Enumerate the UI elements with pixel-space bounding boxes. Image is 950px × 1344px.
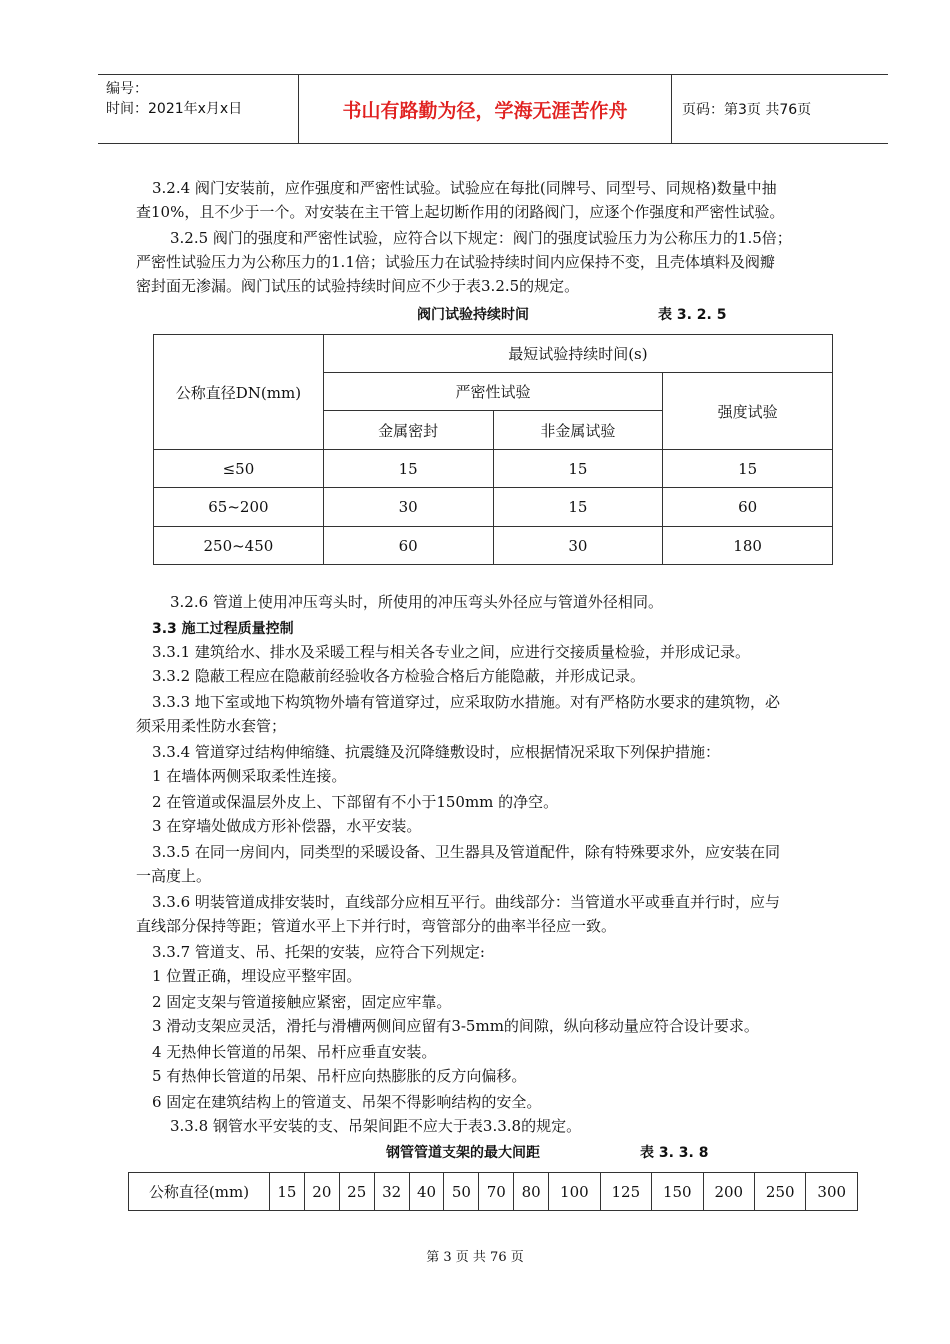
header-cell: 非金属试验 — [493, 411, 663, 450]
header-cell: 金属密封 — [323, 411, 493, 450]
table-cell: 40 — [409, 1173, 444, 1211]
pipe-support-spacing-table — [128, 1172, 858, 1211]
paragraph: 3.3.6 明装管道成排安装时，直线部分应相互平行。曲线部分：当管道水平或垂直并行时，应与 — [152, 893, 780, 911]
table-cell: 60 — [323, 527, 493, 565]
paragraph: 3.3.1 建筑给水、排水及采暖工程与相关各专业之间，应进行交接质量检验，并形成记录。 — [152, 643, 750, 661]
header-divider — [671, 75, 672, 143]
list-item: 4 无热伸长管道的吊架、吊杆应垂直安装。 — [152, 1043, 437, 1061]
table-cell: 50 — [444, 1173, 479, 1211]
header-meta — [106, 79, 296, 119]
list-item: 2 固定支架与管道接触应紧密，固定应牢靠。 — [152, 993, 452, 1011]
paragraph: 密封面无渗漏。阀门试压的试验持续时间应不少于表3.2.5的规定。 — [136, 277, 580, 295]
paragraph: 3.3.3 地下室或地下构筑物外墙有管道穿过，应采取防水措施。对有严格防水要求的建筑物，必 — [152, 693, 780, 711]
list-item: 5 有热伸长管道的吊架、吊杆应向热膨胀的反方向偏移。 — [152, 1067, 527, 1085]
table-cell: 15 — [493, 488, 663, 527]
paragraph: 直线部分保持等距；管道水平上下并行时，弯管部分的曲率半径应一致。 — [136, 917, 617, 935]
table-row — [154, 488, 833, 527]
header-cell: 强度试验 — [663, 373, 833, 450]
paragraph: 严密性试验压力为公称压力的1.1倍；试验压力在试验持续时间内应保持不变，且壳体填料及阀瓣 — [136, 253, 775, 271]
table-cell: 250~450 — [154, 527, 324, 565]
table-cell: 30 — [323, 488, 493, 527]
time-label: 时间：2021年x月x日 — [106, 101, 243, 117]
table-cell: 60 — [663, 488, 833, 527]
list-item: 1 位置正确，埋设应平整牢固。 — [152, 967, 362, 985]
table-cell: 300 — [806, 1173, 858, 1211]
table-cell: ≤50 — [154, 450, 324, 488]
table-cell: 80 — [514, 1173, 549, 1211]
table-row — [129, 1173, 858, 1211]
table-caption-title: 阀门试验持续时间 — [417, 307, 529, 323]
list-item: 6 固定在建筑结构上的管道支、吊架不得影响结构的安全。 — [152, 1093, 542, 1111]
section-heading: 3.3 施工过程质量控制 — [152, 621, 294, 637]
paragraph: 一高度上。 — [136, 867, 212, 885]
table-cell: 70 — [479, 1173, 514, 1211]
table-cell: 180 — [663, 527, 833, 565]
table-cell: 150 — [652, 1173, 703, 1211]
header-cell: 最短试验持续时间(s) — [323, 335, 832, 373]
list-item: 3 在穿墙处做成方形补偿器，水平安装。 — [152, 817, 422, 835]
table-row — [154, 527, 833, 565]
table-caption-number: 表 3. 3. 8 — [640, 1145, 709, 1161]
table-cell: 15 — [663, 450, 833, 488]
header-cell: 公称直径DN(mm) — [154, 335, 324, 450]
table-cell: 15 — [493, 450, 663, 488]
table-cell: 200 — [703, 1173, 754, 1211]
table-caption-title: 钢管管道支架的最大间距 — [386, 1145, 540, 1161]
header-motto: 书山有路勤为径，学海无涯苦作舟 — [342, 99, 628, 122]
table-caption-number: 表 3. 2. 5 — [658, 307, 727, 323]
table-cell: 65~200 — [154, 488, 324, 527]
page-footer: 第 3 页 共 76 页 — [426, 1250, 524, 1265]
paragraph: 3.2.4 阀门安装前，应作强度和严密性试验。试验应在每批(同牌号、同型号、同规格)数量中抽 — [152, 179, 777, 197]
paragraph: 须采用柔性防水套管； — [136, 717, 287, 735]
header-page-info: 页码：第3页 共76页 — [682, 102, 812, 118]
serial-label: 编号： — [106, 81, 148, 97]
table-cell: 30 — [493, 527, 663, 565]
page-header — [98, 74, 888, 144]
table-cell: 125 — [600, 1173, 651, 1211]
paragraph: 3.3.2 隐蔽工程应在隐蔽前经验收各方检验合格后方能隐蔽，并形成记录。 — [152, 667, 645, 685]
paragraph: 3.2.5 阀门的强度和严密性试验，应符合以下规定：阀门的强度试验压力为公称压力的1.5倍； — [170, 229, 792, 247]
header-cell: 严密性试验 — [323, 373, 662, 411]
paragraph: 查10%，且不少于一个。对安装在主干管上起切断作用的闭路阀门，应逐个作强度和严密性试验。 — [136, 203, 785, 221]
paragraph: 3.3.7 管道支、吊、托架的安装，应符合下列规定: — [152, 943, 485, 961]
table-row — [154, 450, 833, 488]
header-cell: 公称直径(mm) — [129, 1173, 270, 1211]
list-item: 2 在管道或保温层外皮上、下部留有不小于150mm 的净空。 — [152, 793, 559, 811]
table-cell: 15 — [270, 1173, 305, 1211]
table-cell: 15 — [323, 450, 493, 488]
table-cell: 32 — [374, 1173, 409, 1211]
paragraph: 3.2.6 管道上使用冲压弯头时，所使用的冲压弯头外径应与管道外径相同。 — [170, 593, 663, 611]
table-cell: 100 — [549, 1173, 600, 1211]
table-cell: 20 — [304, 1173, 339, 1211]
list-item: 3 滑动支架应灵活，滑托与滑槽两侧间应留有3-5mm的间隙，纵向移动量应符合设计要求。 — [152, 1017, 759, 1035]
table-cell: 250 — [755, 1173, 806, 1211]
paragraph: 3.3.8 钢管水平安装的支、吊架间距不应大于表3.3.8的规定。 — [170, 1117, 582, 1135]
paragraph: 3.3.5 在同一房间内，同类型的采暖设备、卫生器具及管道配件，除有特殊要求外，应安装在同 — [152, 843, 780, 861]
list-item: 1 在墙体两侧采取柔性连接。 — [152, 767, 347, 785]
valve-test-duration-table — [153, 334, 833, 565]
paragraph: 3.3.4 管道穿过结构伸缩缝、抗震缝及沉降缝敷设时，应根据情况采取下列保护措施： — [152, 743, 720, 761]
table-cell: 25 — [339, 1173, 374, 1211]
